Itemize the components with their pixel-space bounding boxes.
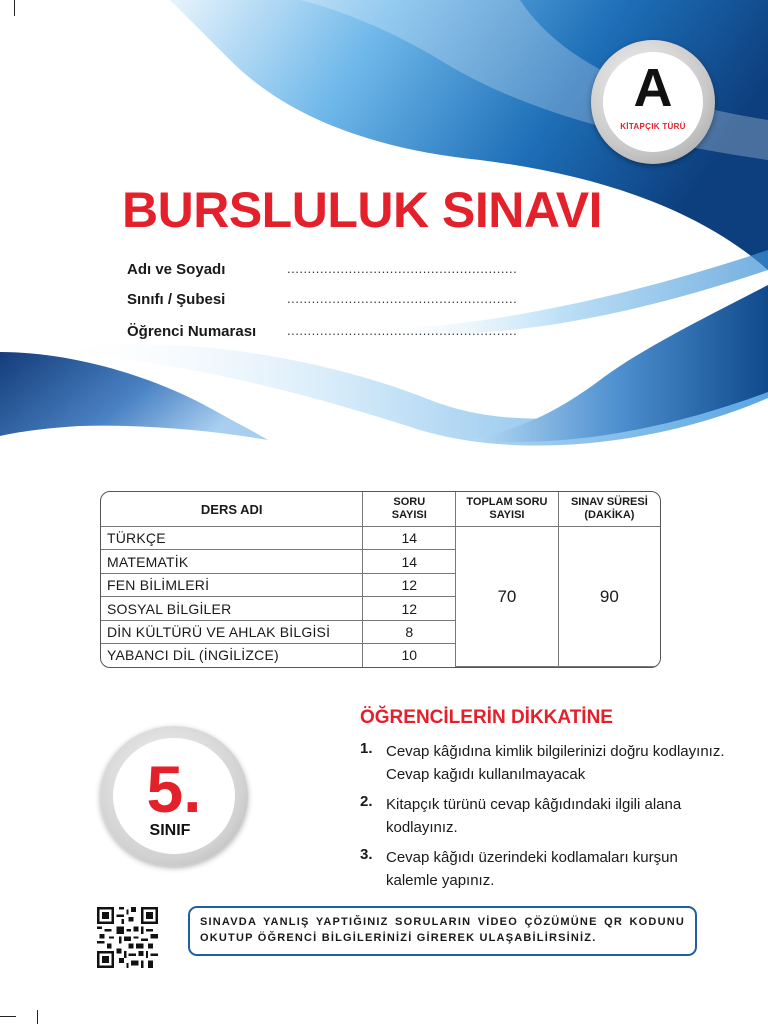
- name-label: Adı ve Soyadı: [127, 261, 226, 278]
- subject-question-count: 10: [363, 644, 456, 667]
- grade-badge: [100, 726, 248, 866]
- qr-instructions-box: [188, 906, 697, 956]
- crop-mark-bottom: [0, 1016, 16, 1017]
- grade-word: SINIF: [149, 822, 191, 839]
- subject-name: MATEMATİK: [101, 550, 363, 573]
- subject-name: FEN BİLİMLERİ: [101, 573, 363, 596]
- subject-question-count: 14: [363, 527, 456, 550]
- grade-badge-inner: [113, 738, 235, 854]
- header-duration-line1: SINAV SÜRESİ: [570, 496, 648, 508]
- crop-mark-bottom-left: [37, 1010, 38, 1024]
- class-field[interactable]: ........................................................: [287, 291, 518, 306]
- booklet-type-badge-inner: [603, 52, 703, 152]
- notice-item-number: 3.: [360, 846, 373, 863]
- subject-name: YABANCI DİL (İNGİLİZCE): [101, 644, 363, 667]
- exam-duration-value: 90: [558, 527, 660, 667]
- header-duration-line2: (DAKİKA): [584, 509, 635, 521]
- notice-item-number: 1.: [360, 740, 373, 757]
- grade-number: 5.: [146, 752, 202, 826]
- subject-question-count: 12: [363, 597, 456, 620]
- header-subject: DERS ADI: [101, 492, 363, 527]
- header-exam-duration: [558, 492, 660, 527]
- name-field[interactable]: ........................................................: [287, 261, 518, 276]
- header-total-questions: [456, 492, 559, 527]
- subject-name: TÜRKÇE: [101, 527, 363, 550]
- list-item: [360, 846, 730, 892]
- subject-question-count: 8: [363, 620, 456, 643]
- list-item: [360, 793, 730, 839]
- notice-title: ÖĞRENCİLERİN DİKKATİNE: [360, 707, 613, 728]
- exam-title: BURSLULUK SINAVI: [122, 182, 602, 238]
- notice-item-number: 2.: [360, 793, 373, 810]
- booklet-caption: KİTAPÇIK TÜRÜ: [620, 122, 686, 131]
- header-total-line2: SAYISI: [489, 509, 525, 521]
- subject-question-count: 12: [363, 573, 456, 596]
- subject-name: DİN KÜLTÜRÜ VE AHLAK BİLGİSİ: [101, 620, 363, 643]
- header-question-count-line1: SORU: [393, 496, 426, 508]
- notice-item-text: Cevap kâğıdı üzerindeki kodlamaları kurşun kalemle yapınız.: [386, 849, 678, 889]
- header-question-count-line2: SAYISI: [391, 509, 427, 521]
- class-label: Sınıfı / Şubesi: [127, 291, 226, 308]
- total-questions-value: 70: [456, 527, 559, 667]
- booklet-letter: A: [633, 58, 673, 118]
- table-row: [101, 527, 660, 550]
- subjects-table: [100, 491, 661, 668]
- table-header-row: [101, 492, 660, 527]
- qr-code-icon[interactable]: [97, 907, 158, 968]
- notice-item-text: Cevap kâğıdına kimlik bilgilerinizi doğru kodlayınız. Cevap kağıdı kullanılmayacak: [386, 743, 725, 783]
- subject-name: SOSYAL BİLGİLER: [101, 597, 363, 620]
- header-total-line1: TOPLAM SORU: [466, 496, 548, 508]
- student-number-label: Öğrenci Numarası: [127, 323, 257, 340]
- student-number-field[interactable]: ........................................................: [287, 323, 518, 338]
- subject-question-count: 14: [363, 550, 456, 573]
- qr-instructions-text: SINAVDA YANLIŞ YAPTIĞINIZ SORULARIN VİDEO ÇÖZÜMÜNE QR KODUNU OKUTUP ÖĞRENCİ BİLGİLERİNİZİ GİREREK ULAŞABİLİRSİNİZ.: [200, 916, 685, 944]
- list-item: [360, 740, 730, 786]
- booklet-type-badge: [591, 40, 715, 164]
- header-question-count: [363, 492, 456, 527]
- notice-list: [360, 740, 730, 899]
- notice-item-text: Kitapçık türünü cevap kâğıdındaki ilgili alana kodlayınız.: [386, 796, 682, 836]
